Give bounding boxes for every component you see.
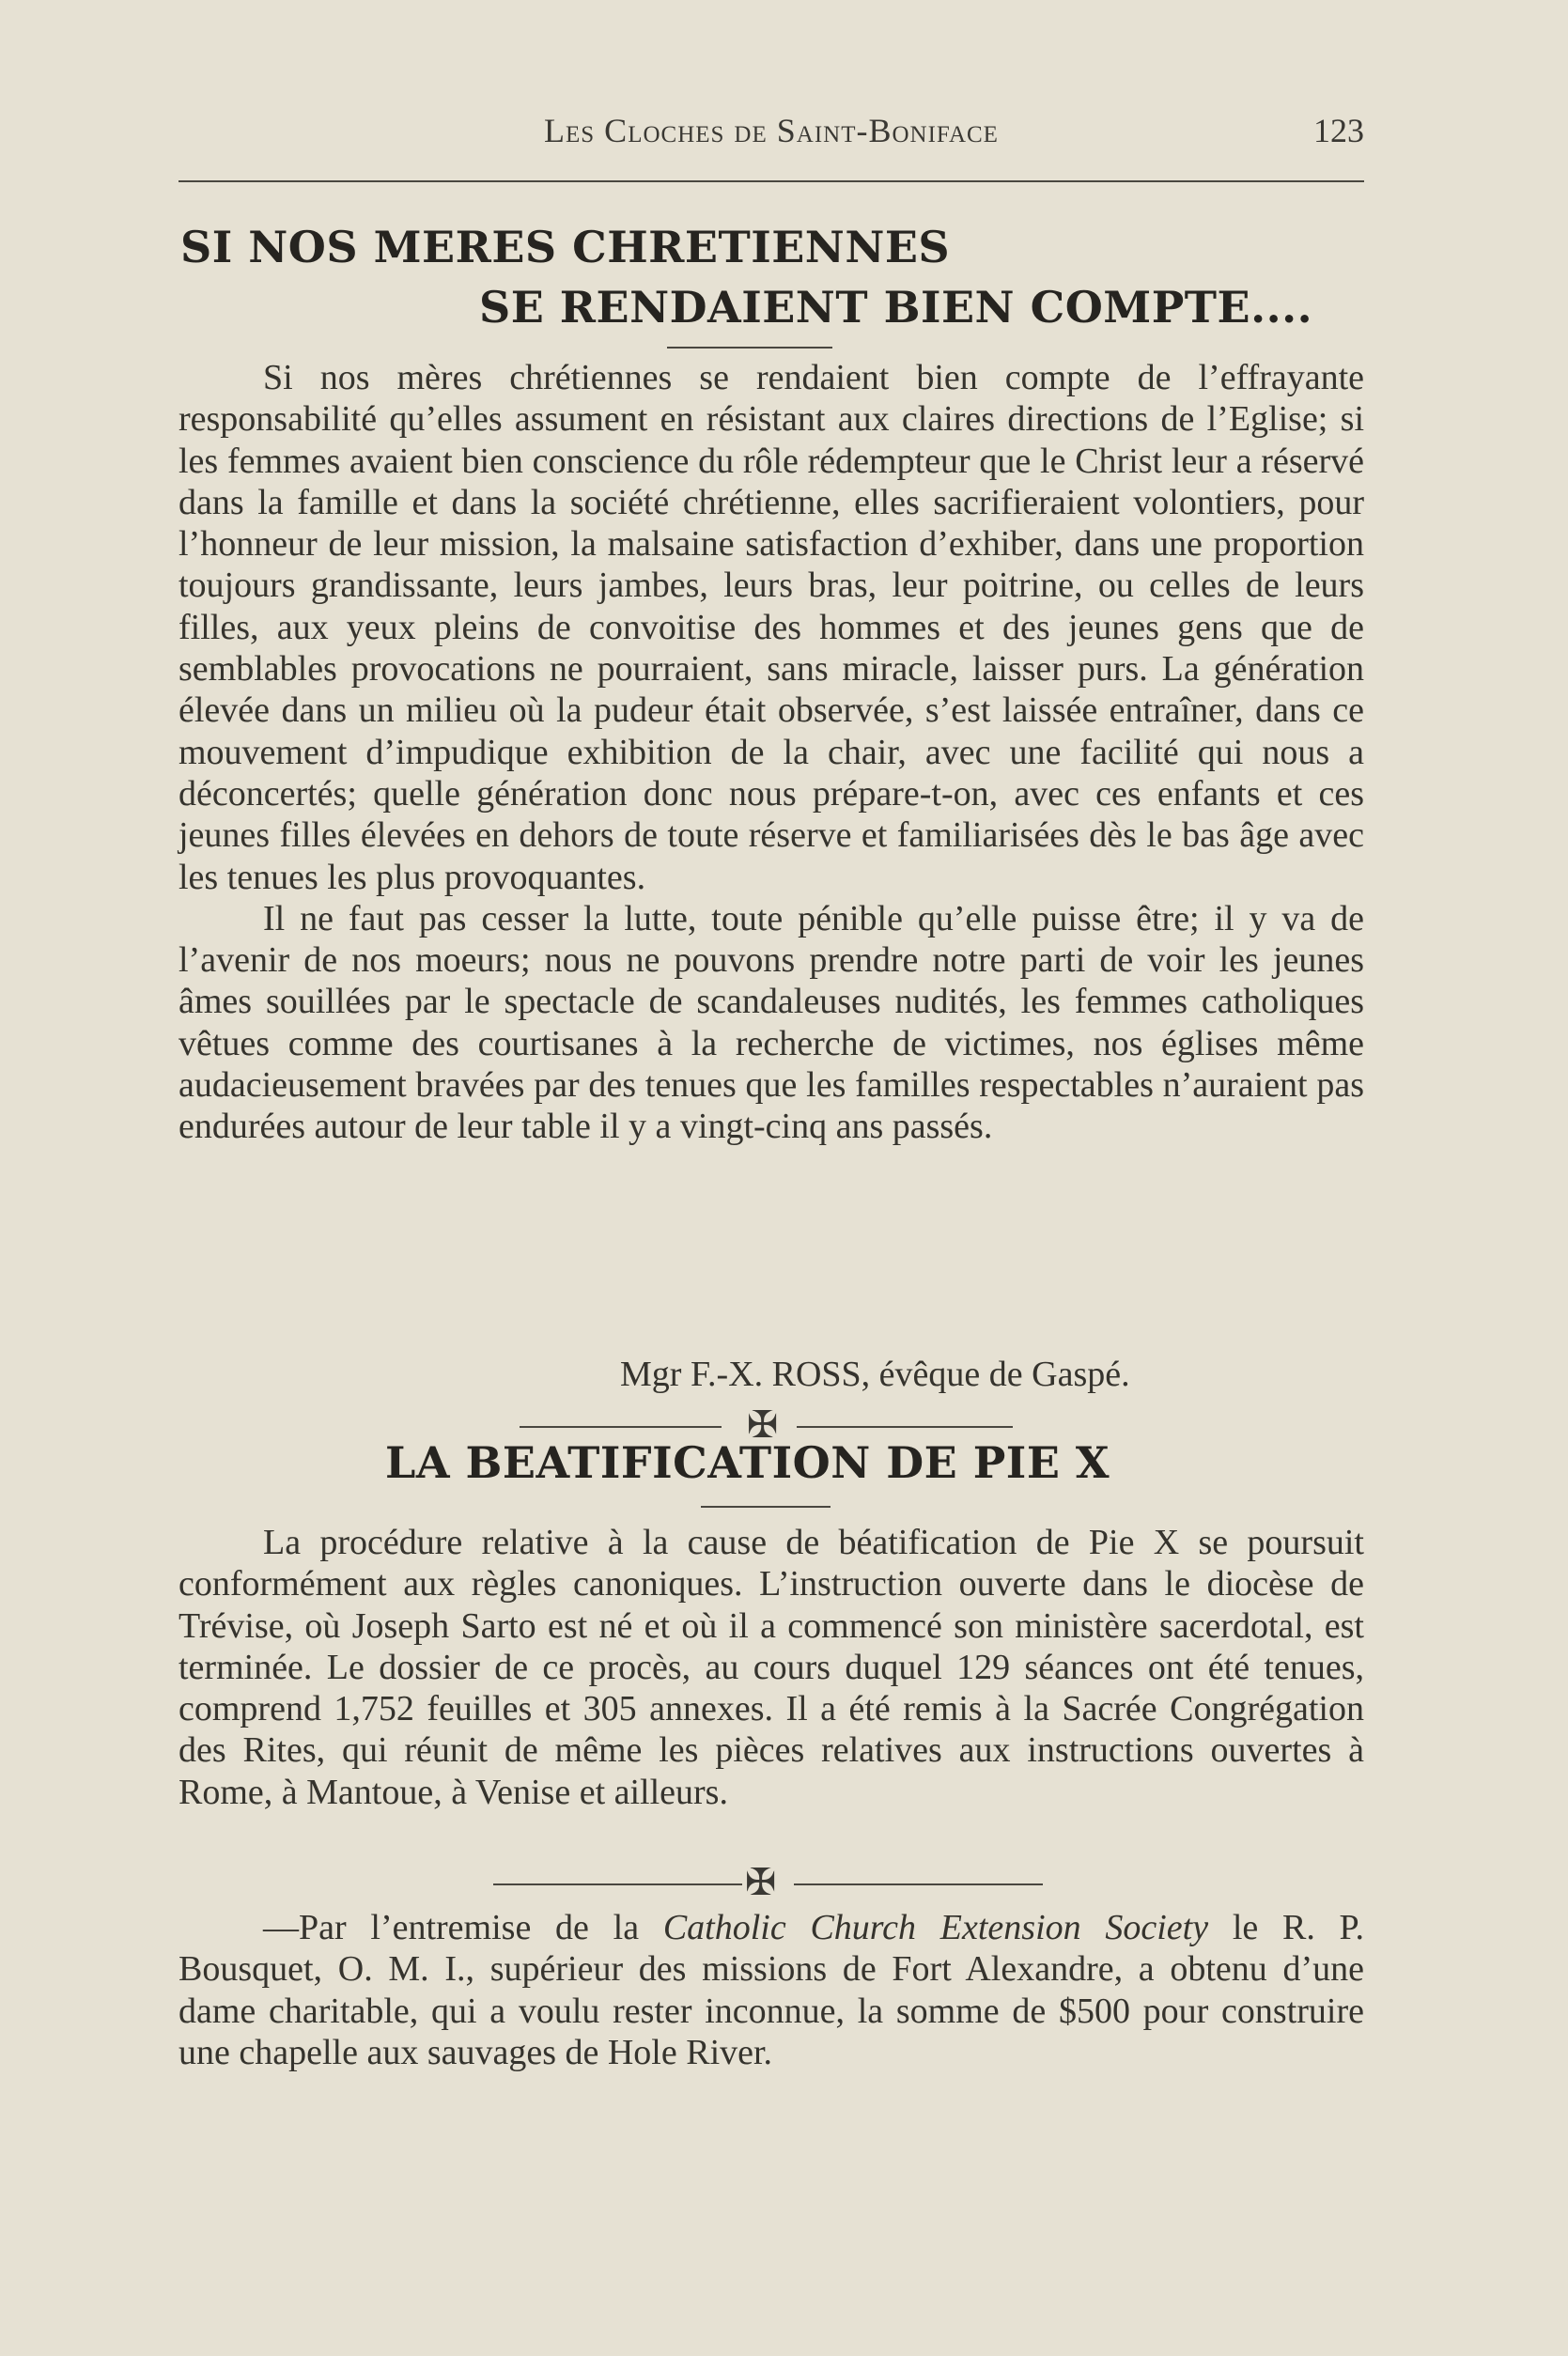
running-title: Les Cloches de Saint-Boniface: [544, 112, 999, 149]
article1-title-line2: SE RENDAIENT BIEN COMPTE....: [479, 282, 1313, 333]
divider2-cross-icon: ✠: [745, 1861, 777, 1904]
page-number: 123: [1313, 112, 1364, 149]
article1-title-rule: [667, 347, 832, 349]
article2-title-rule: [701, 1506, 831, 1508]
header-rule: [179, 180, 1364, 182]
article3-society-name: Catholic Church Extension Society: [662, 1908, 1209, 1947]
article2-title: LA BEATIFICATION DE PIE X: [385, 1437, 1110, 1488]
article1-paragraph-2: Il ne faut pas cesser la lutte, toute pénible qu’elle puisse être; il y va de l’avenir de nos moeurs; nous ne pouvons prendre notre parti de voir les jeunes âmes souillées par le spectacle de scandaleuses nudités, les femmes catholiques vêtues comme des courtisanes à la recherche de victimes, nos églises même audacieusement bravées par des tenues que les familles respectables n’auraient pas endurées autour de leur table il y a vingt-cinq ans passés.: [179, 898, 1364, 1147]
divider2-left-rule: [493, 1883, 742, 1885]
article3-body: [179, 1907, 1364, 2073]
article1-signature: Mgr F.-X. ROSS, évêque de Gaspé.: [620, 1355, 1130, 1394]
article3-paragraph: [179, 1907, 1364, 2073]
article2-paragraph: La procédure relative à la cause de béatification de Pie X se poursuit conformément aux règles canoniques. L’instruction ouverte dans le diocèse de Trévise, où Joseph Sarto est né et où il a commencé son ministère sacerdotal, est terminée. Le dossier de ce procès, au cours duquel 129 séances ont été tenues, comprend 1,752 feuilles et 305 annexes. Il a été remis à la Sacrée Congrégation des Rites, qui réunit de même les pièces relatives aux instructions ouvertes à Rome, à Mantoue, à Venise et ailleurs.: [179, 1523, 1364, 1812]
article3-lead: —Par l’entremise de la: [263, 1908, 663, 1947]
divider1-left-rule: [520, 1426, 722, 1428]
article1-title-line1: SI NOS MERES CHRETIENNES: [180, 222, 951, 272]
running-head: [179, 111, 1364, 158]
article1-paragraph-1: Si nos mères chrétiennes se rendaient bien compte de l’effrayante responsabilité qu’elles assument en résistant aux claires directions de l’Eglise; si les femmes avaient bien conscience du rôle rédempteur que le Christ leur a réservé dans la famille et dans la société chrétienne, elles sacrifieraient volontiers, pour l’honneur de leur mission, la malsaine satisfaction d’exhiber, dans une proportion toujours grandissante, leurs jambes, leurs bras, leur poitrine, ou celles de leurs filles, aux yeux pleins de convoitise des hommes et des jeunes gens que de semblables provocations ne pourraient, sans miracle, laisser purs. La génération élevée dans un milieu où la pudeur était observée, s’est laissée entraîner, dans ce mouvement d’impudique exhibition de la chair, avec une facilité qui nous a déconcertés; quelle génération donc nous prépare-t-on, avec ces enfants et ces jeunes filles élevées en dehors de toute réserve et familiarisées dès le bas âge avec les tenues les plus provoquantes.: [179, 358, 1364, 897]
article2-body: [179, 1522, 1364, 1813]
divider1-right-rule: [797, 1426, 1013, 1428]
article3-rest: le R. P. Bousquet, O. M. I., supérieur des missions de Fort Alexandre, a obtenu d’une dame charitable, qui a voulu rester inconnue, la somme de $500 pour construire une chapelle aux sauvages de Hole River.: [179, 1908, 1364, 2072]
article1-body: [179, 357, 1364, 1148]
divider1-cross-icon: ✠: [747, 1403, 779, 1447]
divider2-right-rule: [794, 1883, 1043, 1885]
